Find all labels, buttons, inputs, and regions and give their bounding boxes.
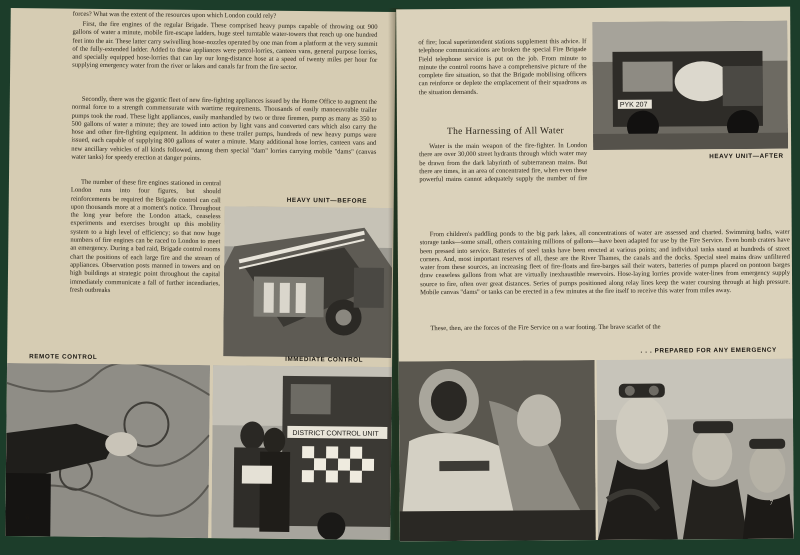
right-paragraph-2: From children's paddling ponds to the big park lakes, all concentrations of water are assessed and charted. Swimming baths, water storage tanks—some small, others containing millions of gallons—have been adapted for use by the Fire Service. Even bomb craters have been pressed into service. Batteries of steel tanks have been erected at various points; and individual tanks stand at hundreds of street corners. And, most important reserves of all, these are the River Thames, the canals and the docks. Special steel mains draw unfiltered water from these sources, an increasing fleet of fire-floats and fire-barges sail their waters, batteries of pumps placed on pontoon barges draw ceaseless gallons from what are virtually inexhaustible reservoirs. Hose-laying lorries provide water-lines from emergency supply source to fire, often over great distances. Series of pumps positioned along relay lines keep the water coursing through at high pressure. Mobile canvas "dams" or tanks can be erected in a few minutes at the fire itself to receive this water from miles away. bbox=[419, 228, 791, 297]
caption-remote-control: REMOTE CONTROL bbox=[29, 353, 98, 361]
left-page bbox=[5, 8, 396, 540]
photo-firefighter-gear bbox=[399, 360, 596, 541]
right-top-paragraph: of fire; local superintendent stations supplement this advice. If telephone communications are broken the special Fire Brigade Field telephone service is put on the job. From minute to minute the control rooms have a comprehensive picture of the complete fire situation, so that the Brigade mobilising officers can reinforce or deplete the emplacement of their squadrons as the situation demands. bbox=[418, 38, 587, 97]
left-paragraph-3: Secondly, there was the gigantic fleet of new fire-fighting appliances issued by the Home Office to augment the normal force to a strength commensurate with wartime requirements. Thousands of easily manoeuvrable trailer pumps took the road. These light appliances, easily manhandled by two or three firemen, pump as many as 350 to 500 gallons of water a minute; they are towed into action by light vans and converted cars which also carry the hose and other fire-fighting equipment. In addition to these trailer pumps, hundreds of new heavy pumps were issued, each capable of supplying 800 gallons of water a minute. Many additional hose lorries, canteen vans and new ancillary vehicles of all kinds followed, among them special "dam" lorries carrying mobile "dams" (canvas water tanks) for speedy erection at danger points. bbox=[71, 95, 377, 163]
page-number-left: 6 bbox=[25, 513, 29, 522]
page-number-right: 7 bbox=[769, 498, 774, 507]
right-page bbox=[396, 7, 794, 542]
caption-prepared: . . . PREPARED FOR ANY EMERGENCY bbox=[640, 346, 777, 355]
caption-heavy-unit-before: HEAVY UNIT—BEFORE bbox=[286, 196, 368, 205]
photo-heavy-unit-after bbox=[592, 21, 788, 150]
vehicle-plate: PYK 207 bbox=[619, 101, 648, 109]
left-paragraph-1: forces? What was the extent of the resources upon which London could rely? bbox=[72, 10, 277, 20]
district-control-sign: DISTRICT CONTROL UNIT bbox=[292, 429, 379, 438]
caption-heavy-unit-after: HEAVY UNIT—AFTER bbox=[709, 152, 784, 161]
section-title: The Harnessing of All Water bbox=[446, 126, 564, 138]
left-paragraph-4: The number of these fire engines stationed in central London runs into four figures, but should reinforcements be required the Brigade control can call upon thousands more at a moment's notice. Throughout the long year before the London attack, ceaseless experiments and exercises brought up this mobility system to a high level of efficiency; so that now huge numbers of fire engines can be raced to London to meet an emergency. During a bad raid, Brigade control rooms chart the positions of each large fire and the stream of appliances. Observation posts manned in towers and on high buildings at strategic point throughout the capital immediately communicate a fall of further incendiaries, fresh outbreaks bbox=[69, 178, 221, 294]
right-paragraph-3: These, then, are the forces of the Fire Service on a war footing. The brave scarlet of the bbox=[430, 323, 661, 333]
photo-masked-firefighters bbox=[597, 359, 794, 540]
photo-heavy-unit-before bbox=[223, 206, 393, 358]
photo-remote-control bbox=[5, 363, 210, 538]
right-paragraph-1-top: Water is the main weapon of the fire-fighter. In London there are over 30,000 street hydrants through which water may be drawn from the dark labyrinth of subterranean mains. But there are times, in an area of concentrated fire, when even these powerful mains cannot adequately supply the number of fire bbox=[419, 142, 588, 184]
caption-immediate-control: IMMEDIATE CONTROL bbox=[285, 355, 364, 364]
photo-immediate-control bbox=[211, 365, 392, 540]
left-paragraph-2: First, the fire engines of the regular Brigade. These comprised heavy pumps capable of throwing out 900 gallons of water a minute, mobile fire-escape ladders, huge steel turntable water-towers that reach up one hundred feet into the air. These latter carry swivelling hose-nozzles operated by one man from a platform at the very summit of the fully-extended ladder. Added to these appliances were petrol-lorries, canteen vans, general purpose lorries, and specially equipped hose-lorries that can lay our long-distance hose at a speed of twenty miles per hour for supplying emergency water from the river or lakes and canals far from the fire sector. bbox=[72, 20, 378, 72]
